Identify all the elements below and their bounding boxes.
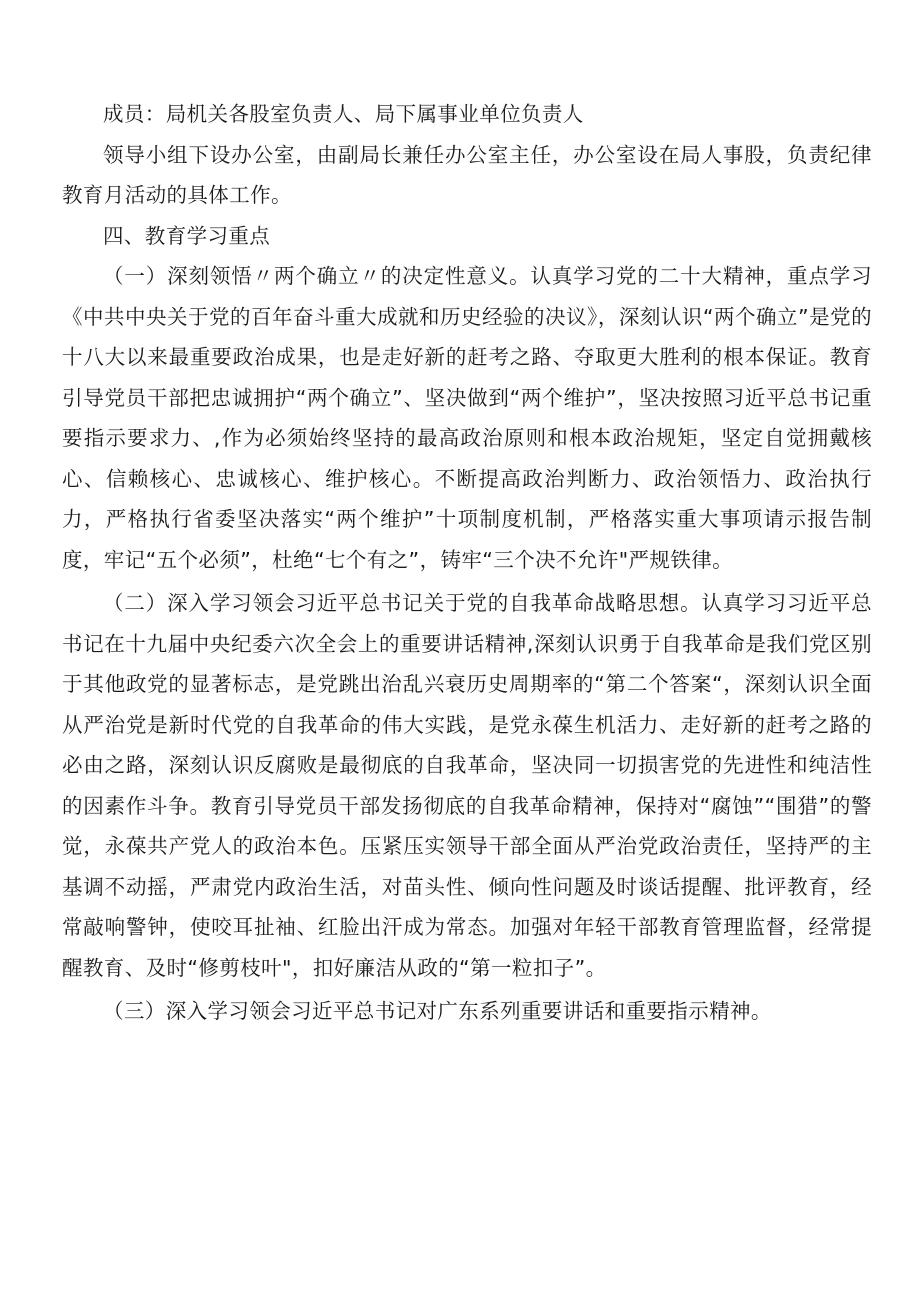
section-heading: 四、教育学习重点 [103, 223, 271, 248]
office-paragraph: 领导小组下设办公室，由副局长兼任办公室主任，办公室设在局人事股，负责纪律教育月活动的具体工作。 [62, 142, 872, 207]
members-paragraph: 成员：局机关各股室负责人、局下属事业单位负责人 [103, 102, 584, 126]
point-one-paragraph: （一）深刻领悟〃两个确立〃的决定性意义。认真学习党的二十大精神，重点学习《中共中央关于党的百年奋斗重大成就和历史经验的决议》，深刻认识“两个确立”是党的十八大以来最重要政治成果，也是走好新的赶考之路、夺取更大胜利的根本保证。教育引导党员干部把忠诚拥护“两个确立”、坚决做到“两个维护”，坚决按照习近平总书记重要指示要求力、,作为必须始终坚持的最高政治原则和根本政治规矩，坚定自觉拥戴核心、信赖核心、忠诚核心、维护核心。不断提高政治判断力、政治领悟力、政治执行力，严格执行省委坚决落实“两个维护”十项制度机制，严格落实重大事项请示报告制度，牢记“五个必须”，杜绝“七个有之”，铸牢“三个决不允许"严规铁律。 [62, 264, 872, 572]
point-two-paragraph: （二）深入学习领会习近平总书记关于党的自我革命战略思想。认真学习习近平总书记在十九届中央纪委六次全会上的重要讲话精神,深刻认识勇于自我革命是我们党区别于其他政党的显著标志，是党跳出治乱兴衰历史周期率的“第二个答案“，深刻认识全面从严治党是新时代党的自我革命的伟大实践，是党永葆生机活力、走好新的赶考之路的必由之路，深刻认识反腐败是最彻底的自我革命，坚决同一切损害党的先进性和纯洁性的因素作斗争。教育引导党员干部发扬彻底的自我革命精神，保持对“腐蚀”“围猎”的警觉，永葆共产党人的政治本色。压紧压实领导干部全面从严治党政治责任，坚持严的主基调不动摇，严肃党内政治生活，对苗头性、倾向性问题及时谈话提醒、批评教育，经常敲响警钟，使咬耳扯袖、红脸出汗成为常态。加强对年轻干部教育管理监督，经常提醒教育、及时“修剪枝叶"，扣好廉洁从政的“第一粒扣子”。 [62, 591, 872, 980]
point-three-paragraph: （三）深入学习领会习近平总书记对广东系列重要讲话和重要指示精神。 [103, 999, 772, 1023]
document-body [62, 94, 872, 1032]
